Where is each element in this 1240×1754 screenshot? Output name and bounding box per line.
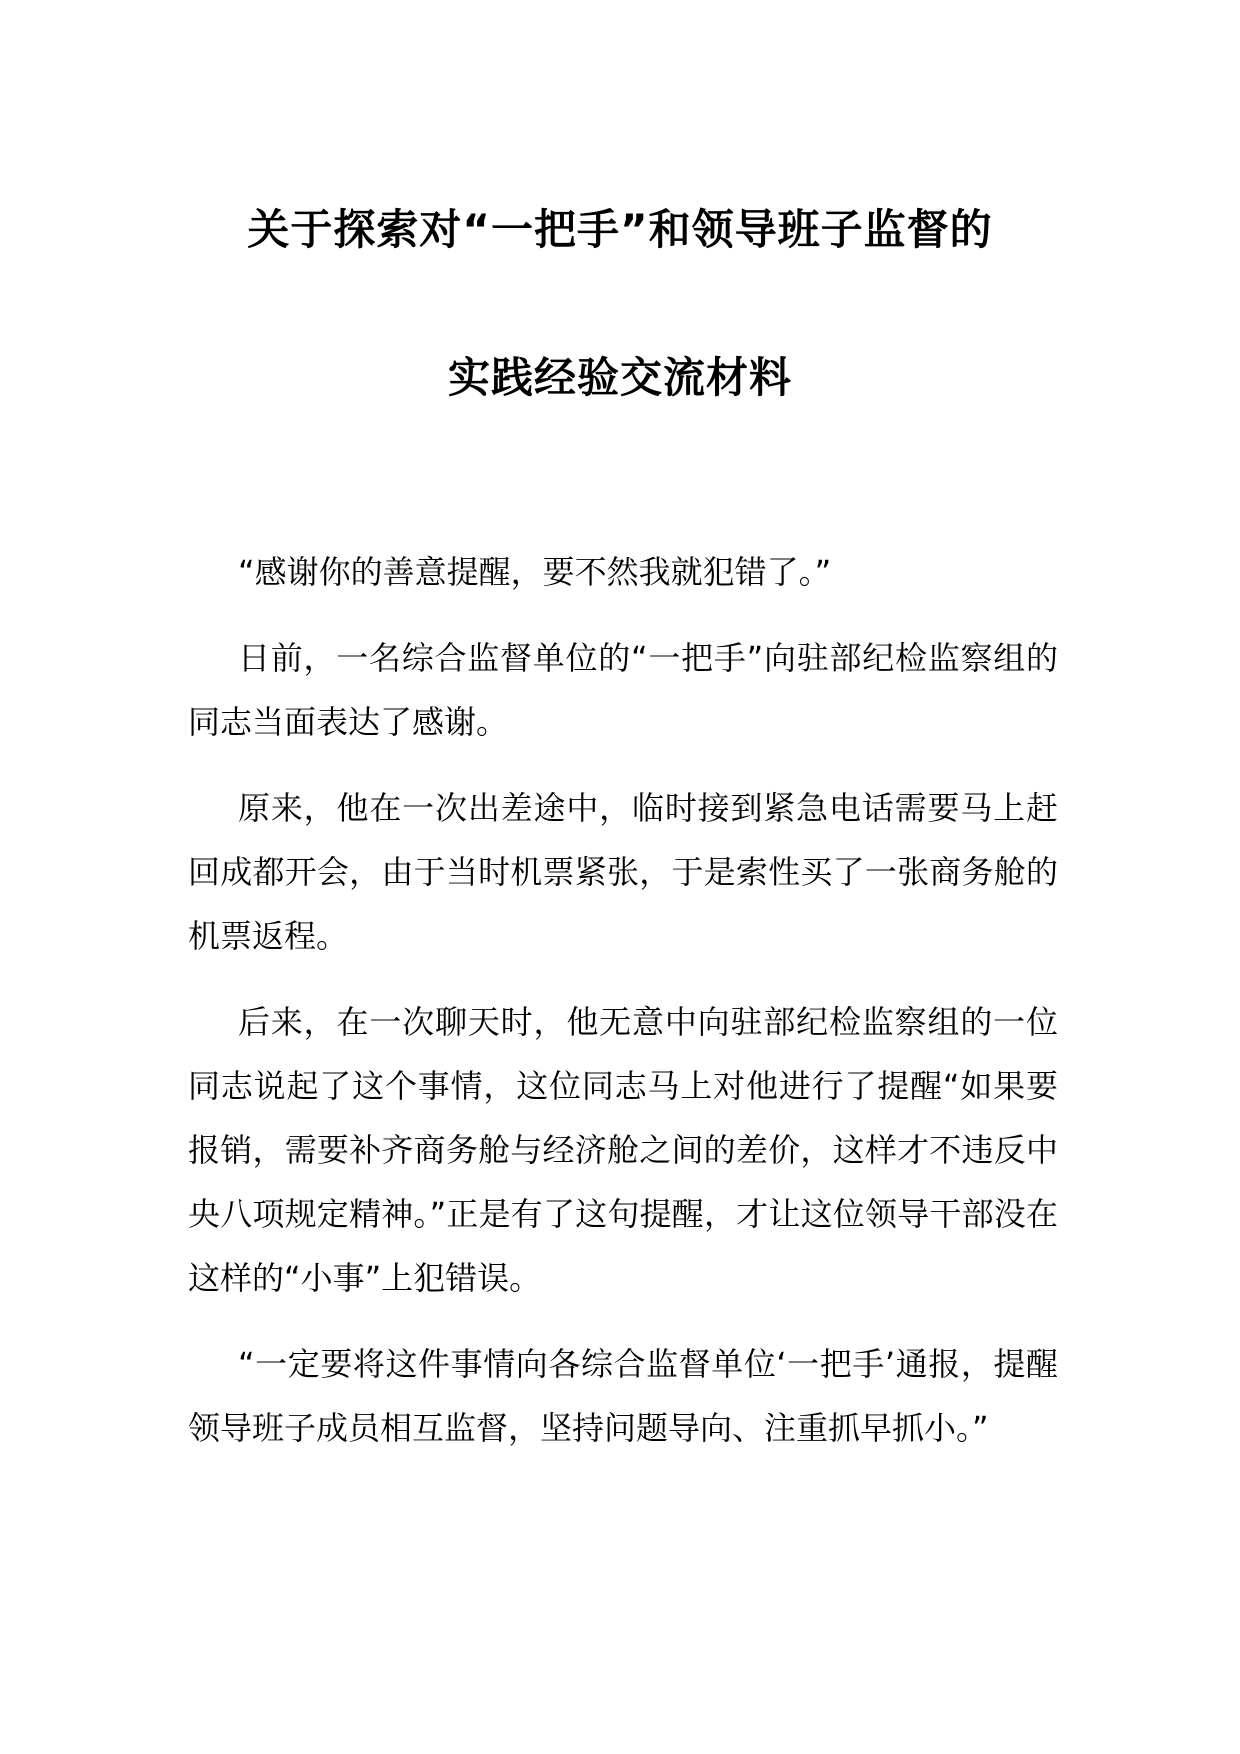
title-line-2: 实践经验交流材料 (447, 353, 792, 402)
title-line-1: 关于探索对“一把手”和领导班子监督的 (247, 205, 993, 254)
document-title (0, 200, 1240, 408)
paragraph-1: “感谢你的善意提醒，要不然我就犯错了。” (238, 553, 832, 591)
paragraph-3: 原来，他在一次出差途中，临时接到紧急电话需要马上赶回成都开会，由于当时机票紧张，于是索性买了一张商务舱的机票返程。 (188, 789, 1058, 955)
paragraph-4: 后来，在一次聊天时，他无意中向驻部纪检监察组的一位同志说起了这个事情，这位同志马上对他进行了提醒“如果要报销，需要补齐商务舱与经济舱之间的差价，这样才不违反中央八项规定精神。”正是有了这句提醒，才让这位领导干部没在这样的“小事”上犯错误。 (188, 1003, 1058, 1297)
paragraph-5: “一定要将这件事情向各综合监督单位‘一把手’通报，提醒领导班子成员相互监督，坚持问题导向、注重抓早抓小。” (188, 1345, 1058, 1447)
paragraph-2: 日前，一名综合监督单位的“一把手”向驻部纪检监察组的同志当面表达了感谢。 (188, 639, 1058, 741)
document-body (188, 540, 1058, 1482)
